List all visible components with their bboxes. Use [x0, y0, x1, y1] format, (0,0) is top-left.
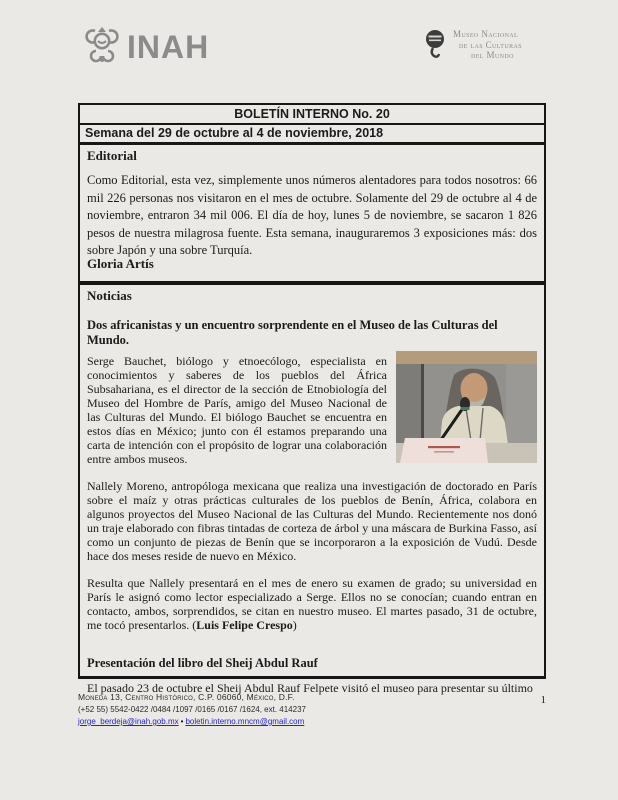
footer-address: Moneda 13, Centro Histórico, C.P. 06060, México, D.F.: [78, 692, 295, 702]
article2-headline: Presentación del libro del Sheij Abdul Rauf: [87, 656, 318, 670]
editorial-signature: Gloria Artís: [87, 256, 154, 271]
week-banner: Semana del 29 de octubre al 4 de noviembre, 2018: [80, 125, 544, 145]
inah-logo-text: INAH: [127, 28, 210, 65]
editorial-section: [80, 145, 544, 281]
serge-bauchet-photo: [396, 351, 537, 463]
editorial-body: Como Editorial, esta vez, simplemente unos números alentadores para todos nosotros: 66 mil 226 personas nos visitaron en el mes de octubre. Solamente del 29 de octubre al 4 de noviembre, entraron 34 mil 006. El día de hoy, lunes 5 de noviembre, se sacaron 1 826 pesos de nuestra milagrosa fuente. Esta semana, inauguraremos 3 exposiciones más: dos sobre Japón y una sobre Turquía.: [87, 173, 537, 257]
article1-paragraph-3: Resulta que Nallely presentará en el mes de enero su examen de grado; su universidad en París le asignó como lector especializado a Serge. Ellos no se conocían; cuando entran en contacto, ambos, sorprendidos, se citan en nuestro museo. El martes pasado, 31 de octubre, me tocó presentarlos. (Luis Felipe Crespo): [87, 576, 537, 632]
article1-paragraph-2: Nallely Moreno, antropóloga mexicana que realiza una investigación de doctorado en París sobre el maíz y otras prácticas culturales de los pueblos de Benín, África, colabora en algunos proyectos del Museo Nacional de las Culturas del Mundo. Recientemente nos donó un traje elaborado con fibras tintadas de corteza de árbol y una máscara de Burkina Fasso, así como un conjunto de piezas de Benín que se incorporaron a la exposición de Vudú. Desde hace dos meses reside de nuevo en México.: [87, 479, 537, 563]
article1-author: Luis Felipe Crespo: [196, 618, 293, 632]
mncm-emblem-icon: [424, 29, 447, 64]
inah-logo: [82, 24, 209, 69]
inah-emblem-icon: [82, 24, 122, 69]
bulletin-table: [78, 103, 546, 283]
mncm-logo: [424, 29, 522, 64]
editorial-heading: Editorial: [87, 148, 137, 163]
email-separator: •: [180, 717, 184, 726]
footer-phone: (+52 55) 5542-0422 /0484 /1097 /0165 /0167 /1624, ext. 414237: [78, 705, 306, 714]
bulletin-title: BOLETÍN INTERNO No. 20: [80, 105, 544, 125]
article2-paragraph-1: El pasado 23 de octubre el Sheij Abdul Rauf Felpete visitó el museo para presentar su último: [87, 681, 533, 695]
noticias-section: [78, 283, 546, 695]
email-link-jorge[interactable]: jorge_berdeja@inah.gob.mx: [78, 717, 179, 726]
footer-emails: [78, 717, 546, 726]
noticias-heading: Noticias: [87, 288, 132, 303]
article1-headline: Dos africanistas y un encuentro sorprendente en el Museo de las Culturas del Mundo.: [87, 318, 498, 347]
article1-paragraph-1: Serge Bauchet, biólogo y etnoecólogo, especialista en conocimientos y saberes de los pueblos del África Subsahariana, es el director de la sección de Etnobiología del Museo del Hombre de París, amigo del Museo Nacional de las Culturas del Mundo. El biólogo Bauchet se encuentra en estos días en México; junto con él estamos preparando una carta de intención con el propósito de lograr una colaboración entre ambos museos.: [87, 354, 387, 466]
page-footer: [78, 692, 546, 726]
page-number: 1: [540, 694, 546, 706]
mncm-logo-text: Museo Nacional de las Culturas del Mundo: [453, 29, 522, 60]
email-link-boletin[interactable]: boletin.interno.mncm@gmail.com: [185, 717, 305, 726]
